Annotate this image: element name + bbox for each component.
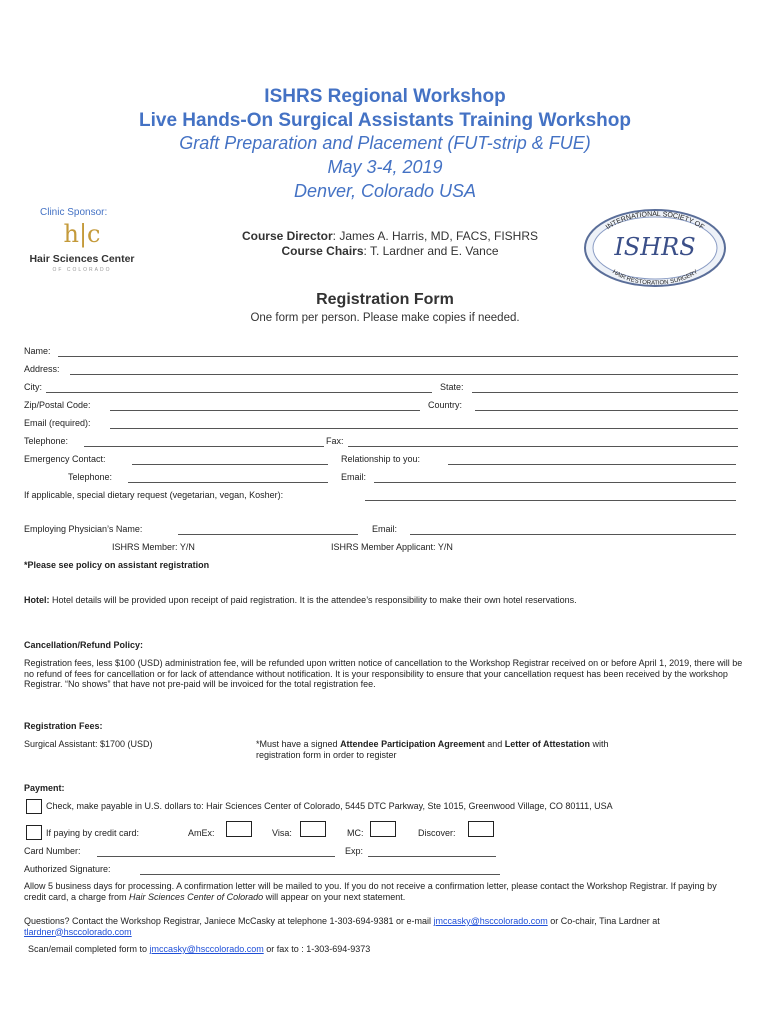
- processing-text-a: Allow 5 business days for processing. A confirmation letter will be mailed to you. If you do not receive a confirmation letter, please contact the Workshop Registrar. If paying by credit card, a charge from: [24, 881, 717, 902]
- emergency-email-label: Email:: [341, 472, 367, 482]
- workshop-subtitle: Live Hands-On Surgical Assistants Training Workshop: [139, 110, 631, 131]
- physician-email-field[interactable]: [410, 534, 736, 535]
- discover-box[interactable]: [468, 821, 494, 837]
- fees-heading: Registration Fees:: [24, 721, 103, 731]
- scan-note: [28, 944, 728, 955]
- scan-text-b: or fax to : 1-303-694-9373: [263, 944, 371, 954]
- ishrs-logo: [582, 206, 728, 288]
- questions-text-b: or Co-chair, Tina Lardner at: [547, 916, 660, 926]
- questions-text-a: Questions? Contact the Workshop Registrar, Janiece McCasky at telephone 1-303-694-9381 or e-mail: [24, 916, 434, 926]
- address-field[interactable]: [70, 374, 738, 375]
- course-chairs-value: : T. Lardner and E. Vance: [363, 244, 499, 258]
- check-payment-checkbox[interactable]: [26, 799, 42, 814]
- physician-email-label: Email:: [372, 524, 398, 534]
- registrar-email-link[interactable]: jmccasky@hsccolorado.com: [433, 916, 548, 926]
- mc-label: MC:: [347, 828, 364, 838]
- amex-label: AmEx:: [188, 828, 215, 838]
- course-chairs-label: Course Chairs: [281, 244, 364, 258]
- dietary-label: If applicable, special dietary request (vegetarian, vegan, Kosher):: [24, 490, 284, 500]
- name-field[interactable]: [58, 356, 738, 357]
- workshop-dates: May 3-4, 2019: [327, 157, 443, 177]
- fee-note: [256, 739, 646, 760]
- policy-note: *Please see policy on assistant registration: [24, 560, 210, 570]
- scan-email-link[interactable]: jmccasky@hsccolorado.com: [149, 944, 264, 954]
- telephone-label: Telephone:: [24, 436, 69, 446]
- fee-note-prefix: *Must have a signed: [256, 739, 341, 749]
- relationship-label: Relationship to you:: [341, 454, 421, 464]
- state-label: State:: [440, 382, 464, 392]
- signature-field[interactable]: [140, 874, 500, 875]
- course-director: [180, 229, 600, 243]
- state-field[interactable]: [472, 392, 738, 393]
- signature-label: Authorized Signature:: [24, 864, 111, 874]
- ishrs-member-field[interactable]: ISHRS Member: Y/N: [112, 542, 195, 552]
- fee-note-attestation: Letter of Attestation: [504, 739, 590, 749]
- physician-label: Employing Physician’s Name:: [24, 524, 143, 534]
- exp-field[interactable]: [368, 856, 496, 857]
- form-subtitle: One form per person. Please make copies if needed.: [250, 312, 520, 324]
- logo-name: Hair Sciences Center: [29, 253, 135, 265]
- emergency-email-field[interactable]: [374, 482, 736, 483]
- logo-subtitle: OF COLORADO: [52, 267, 112, 273]
- credit-card-checkbox[interactable]: [26, 825, 42, 840]
- telephone-field[interactable]: [84, 446, 324, 447]
- clinic-sponsor-label: Clinic Sponsor:: [40, 207, 108, 218]
- physician-field[interactable]: [178, 534, 358, 535]
- discover-label: Discover:: [418, 828, 456, 838]
- credit-card-label: If paying by credit card:: [46, 828, 140, 838]
- relationship-field[interactable]: [448, 464, 736, 465]
- mc-box[interactable]: [370, 821, 396, 837]
- address-label: Address:: [24, 364, 60, 374]
- zip-field[interactable]: [110, 410, 420, 411]
- name-label: Name:: [24, 346, 51, 356]
- workshop-location: Denver, Colorado USA: [293, 181, 477, 201]
- workshop-topic: Graft Preparation and Placement (FUT-strip & FUE): [179, 133, 591, 153]
- visa-box[interactable]: [300, 821, 326, 837]
- payment-heading: Payment:: [24, 783, 65, 793]
- cancellation-heading: Cancellation/Refund Policy:: [24, 640, 144, 650]
- ishrs-applicant-field[interactable]: ISHRS Member Applicant: Y/N: [331, 542, 453, 552]
- city-label: City:: [24, 382, 42, 392]
- processing-text-b: will appear on your next statement.: [263, 891, 406, 902]
- hotel-section: [24, 595, 724, 606]
- questions-note: [24, 916, 744, 937]
- country-field[interactable]: [475, 410, 738, 411]
- city-field[interactable]: [46, 392, 432, 393]
- surgical-assistant-fee: Surgical Assistant: $1700 (USD): [24, 739, 153, 749]
- emergency-telephone-field[interactable]: [128, 482, 328, 483]
- hair-sciences-center-logo: [18, 220, 146, 272]
- country-label: Country:: [428, 400, 463, 410]
- course-chairs: [180, 244, 600, 258]
- dietary-field[interactable]: [365, 500, 736, 501]
- emergency-telephone-label: Telephone:: [68, 472, 113, 482]
- exp-label: Exp:: [345, 846, 364, 856]
- fee-note-agreement: Attendee Participation Agreement: [340, 739, 485, 749]
- ishrs-bottom-text: HAIR RESTORATION SURGERY: [610, 269, 700, 287]
- emergency-contact-field[interactable]: [132, 464, 328, 465]
- fax-label: Fax:: [326, 436, 344, 446]
- amex-box[interactable]: [226, 821, 252, 837]
- hotel-label: Hotel:: [24, 595, 50, 605]
- fee-note-suffix: with registration form in order to register: [256, 739, 609, 760]
- emergency-contact-label: Emergency Contact:: [24, 454, 106, 464]
- processing-note: [24, 881, 724, 902]
- ishrs-mark: ISHRS: [614, 233, 696, 261]
- email-field[interactable]: [110, 428, 738, 429]
- workshop-title: ISHRS Regional Workshop: [264, 86, 506, 107]
- email-label: Email (required):: [24, 418, 91, 428]
- zip-label: Zip/Postal Code:: [24, 400, 91, 410]
- logo-mark: h|c: [63, 220, 101, 248]
- scan-text-a: Scan/email completed form to: [28, 944, 150, 954]
- fee-note-mid: and: [484, 739, 505, 749]
- form-title: Registration Form: [316, 291, 454, 308]
- ishrs-top-text: INTERNATIONAL SOCIETY OF: [604, 210, 706, 232]
- card-number-field[interactable]: [97, 856, 335, 857]
- card-number-label: Card Number:: [24, 846, 81, 856]
- hotel-text: Hotel details will be provided upon receipt of paid registration. It is the attendee’s responsibility to make their own hotel reservations.: [49, 595, 577, 605]
- course-director-value: : James A. Harris, MD, FACS, FISHRS: [332, 229, 539, 243]
- course-director-label: Course Director: [241, 229, 333, 243]
- cochair-email-link[interactable]: tlardner@hsccolorado.com: [24, 926, 132, 937]
- cancellation-text: Registration fees, less $100 (USD) administration fee, will be refunded upon written notice of cancellation to the Workshop Registrar received on or before April 1, 2019, there will be no refund of fees for cancellation or for lack of attendance without notification. It is your responsibility to ensure that your cancellation request has been received by the workshop Registrar. “No shows” that have not pre-paid will be invoiced for the total registration fee.: [24, 658, 743, 689]
- fax-field[interactable]: [348, 446, 738, 447]
- check-payment-text: Check, make payable in U.S. dollars to: Hair Sciences Center of Colorado, 5445 DTC Parkway, Ste 1015, Greenwood Village, CO 80111, USA: [46, 801, 613, 811]
- processing-text-italic: Hair Sciences Center of Colorado: [129, 891, 264, 902]
- visa-label: Visa:: [272, 828, 292, 838]
